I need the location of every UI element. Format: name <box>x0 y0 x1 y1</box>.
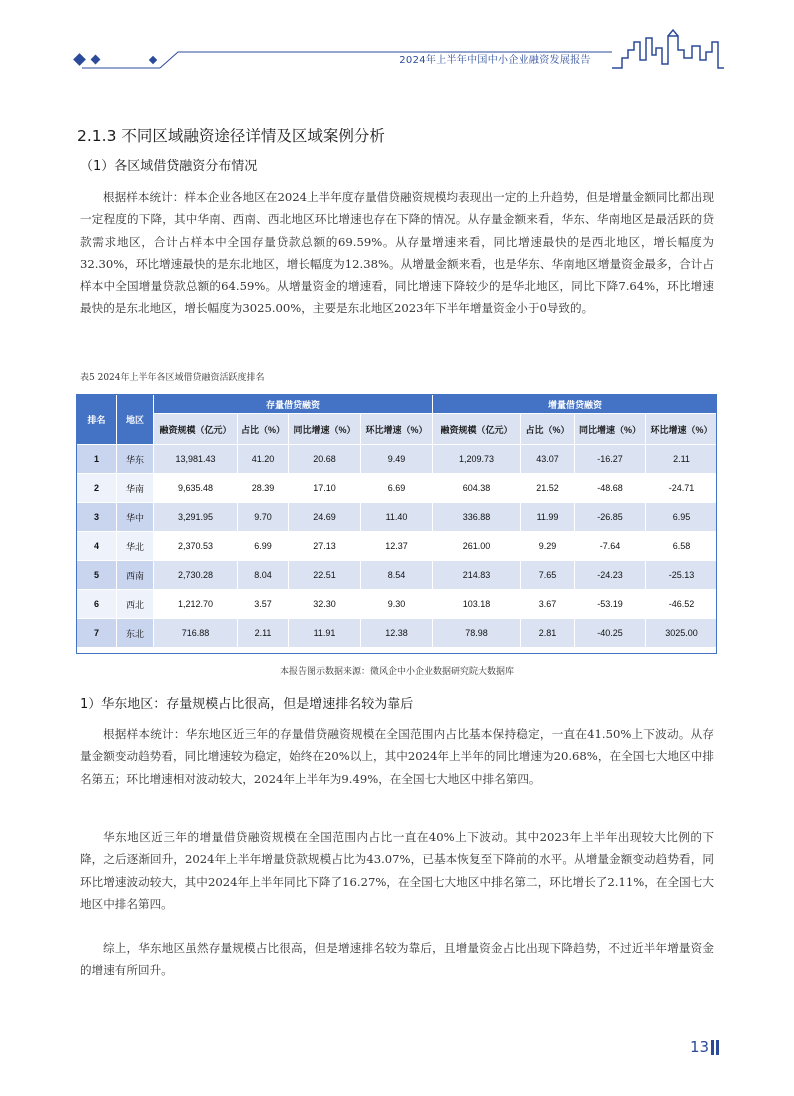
cell-region: 华中 <box>117 503 154 532</box>
table-row <box>77 503 718 532</box>
header-incremental-financing: 增量借贷融资 <box>433 395 718 414</box>
cell-incr-mom: -46.52 <box>646 590 718 619</box>
report-title: 2024年上半年中国中小企业融资发展报告 <box>399 55 591 66</box>
cell-incr-yoy: -7.64 <box>575 532 646 561</box>
paragraph-conclusion: 综上，华东地区虽然存量规模占比很高，但是增速排名较为靠后，且增量资金占比出现下降趋势，不过近半年增量资金的增速有所回升。 <box>80 941 714 978</box>
cell-incr-yoy: -24.23 <box>575 561 646 590</box>
section-title: 2.1.3 不同区域融资途径详情及区域案例分析 <box>77 127 385 145</box>
cell-rank: 5 <box>77 561 117 590</box>
cell-stock-mom: 6.69 <box>361 474 433 503</box>
header-decoration <box>0 0 794 80</box>
table-row <box>77 445 718 474</box>
cell-region: 华东 <box>117 445 154 474</box>
cell-incr-mom: -25.13 <box>646 561 718 590</box>
page-header <box>0 0 794 80</box>
cell-stock-scale: 3,291.95 <box>154 503 238 532</box>
cell-rank: 6 <box>77 590 117 619</box>
cell-stock-scale: 13,981.43 <box>154 445 238 474</box>
cell-incr-share: 43.07 <box>521 445 575 474</box>
header-stock-financing: 存量借贷融资 <box>154 395 433 414</box>
cell-stock-yoy: 17.10 <box>289 474 361 503</box>
cell-stock-mom: 8.54 <box>361 561 433 590</box>
cell-rank: 2 <box>77 474 117 503</box>
cell-stock-yoy: 20.68 <box>289 445 361 474</box>
cell-incr-yoy: -26.85 <box>575 503 646 532</box>
cell-stock-mom: 9.30 <box>361 590 433 619</box>
cell-incr-scale: 1,209.73 <box>433 445 521 474</box>
cell-incr-mom: 3025.00 <box>646 619 718 648</box>
cell-incr-share: 7.65 <box>521 561 575 590</box>
header-incr-scale: 融资规模（亿元） <box>433 414 521 445</box>
cell-stock-mom: 12.37 <box>361 532 433 561</box>
cell-stock-share: 3.57 <box>238 590 289 619</box>
table-row <box>77 474 718 503</box>
cell-region: 东北 <box>117 619 154 648</box>
cell-stock-scale: 1,212.70 <box>154 590 238 619</box>
regional-financing-table <box>76 394 718 648</box>
cell-incr-yoy: -16.27 <box>575 445 646 474</box>
cell-incr-scale: 261.00 <box>433 532 521 561</box>
table-caption: 表5 2024年上半年各区域借贷融资活跃度排名 <box>80 373 265 383</box>
subsection-title: （1）各区域借贷融资分布情况 <box>80 159 258 174</box>
header-stock-yoy: 同比增速（%） <box>289 414 361 445</box>
header-incr-mom: 环比增速（%） <box>646 414 718 445</box>
table-row <box>77 561 718 590</box>
paragraph-huadong-stock: 根据样本统计：华东地区近三年的存量借贷融资规模在全国范围内占比基本保持稳定，一直在41.50%上下波动。从存量金额变动趋势看，同比增速较为稳定，始终在20%以上，其中2024年上半年的同比增速为20.68%，在全国七大地区中排名第五；环比增速相对波动较大，2024年上半年为9.49%，在全国七大地区中排名第四。 <box>80 727 715 786</box>
cell-stock-share: 2.11 <box>238 619 289 648</box>
cell-incr-mom: 6.58 <box>646 532 718 561</box>
page-bars-icon <box>711 1040 721 1056</box>
cell-incr-share: 3.67 <box>521 590 575 619</box>
cell-region: 西北 <box>117 590 154 619</box>
cell-stock-share: 9.70 <box>238 503 289 532</box>
paragraph-huadong-incremental: 华东地区近三年的增量借贷融资规模在全国范围内占比一直在40%上下波动。其中2023年上半年出现较大比例的下降，之后逐渐回升，2024年上半年增量贷款规模占比为43.07%，已基本恢复至下降前的水平。从增量金额变动趋势看，同环比增速波动较大，其中2024年上半年同比下降了16.27%，在全国七大地区中排名第二，环比增长了2.11%，在全国七大地区中排名第四。 <box>80 830 714 911</box>
cell-incr-share: 21.52 <box>521 474 575 503</box>
diamond-icon <box>91 55 101 65</box>
cell-incr-share: 11.99 <box>521 503 575 532</box>
diamond-icon <box>149 56 157 64</box>
cell-incr-mom: 2.11 <box>646 445 718 474</box>
cell-region: 华南 <box>117 474 154 503</box>
cell-stock-scale: 716.88 <box>154 619 238 648</box>
cell-stock-yoy: 11.91 <box>289 619 361 648</box>
cell-stock-scale: 9,635.48 <box>154 474 238 503</box>
cell-stock-share: 8.04 <box>238 561 289 590</box>
cell-stock-mom: 9.49 <box>361 445 433 474</box>
cell-stock-mom: 11.40 <box>361 503 433 532</box>
cell-region: 华北 <box>117 532 154 561</box>
cell-incr-scale: 214.83 <box>433 561 521 590</box>
source-note: 本报告图示数据来源：微风企中小企业数据研究院大数据库 <box>279 667 514 677</box>
cell-stock-mom: 12.38 <box>361 619 433 648</box>
table-row <box>77 590 718 619</box>
cell-incr-scale: 336.88 <box>433 503 521 532</box>
cell-rank: 3 <box>77 503 117 532</box>
table-row <box>77 619 718 648</box>
cell-incr-scale: 78.98 <box>433 619 521 648</box>
cell-stock-yoy: 27.13 <box>289 532 361 561</box>
cell-rank: 7 <box>77 619 117 648</box>
cell-stock-share: 28.39 <box>238 474 289 503</box>
cell-rank: 4 <box>77 532 117 561</box>
cell-incr-yoy: -53.19 <box>575 590 646 619</box>
header-incr-yoy: 同比增速（%） <box>575 414 646 445</box>
header-region: 地区 <box>117 395 154 445</box>
header-stock-scale: 融资规模（亿元） <box>154 414 238 445</box>
cell-stock-scale: 2,370.53 <box>154 532 238 561</box>
cell-stock-yoy: 24.69 <box>289 503 361 532</box>
cell-rank: 1 <box>77 445 117 474</box>
cell-stock-share: 41.20 <box>238 445 289 474</box>
cell-stock-yoy: 22.51 <box>289 561 361 590</box>
header-incr-share: 占比（%） <box>521 414 575 445</box>
cell-incr-scale: 604.38 <box>433 474 521 503</box>
page-number: 13 <box>690 1038 710 1056</box>
header-rank: 排名 <box>77 395 117 445</box>
cell-incr-share: 9.29 <box>521 532 575 561</box>
cell-stock-yoy: 32.30 <box>289 590 361 619</box>
cell-incr-share: 2.81 <box>521 619 575 648</box>
cell-incr-yoy: -40.25 <box>575 619 646 648</box>
cell-incr-mom: -24.71 <box>646 474 718 503</box>
city-skyline-icon <box>612 30 724 68</box>
cell-incr-yoy: -48.68 <box>575 474 646 503</box>
cell-stock-scale: 2,730.28 <box>154 561 238 590</box>
cell-region: 西南 <box>117 561 154 590</box>
cell-incr-mom: 6.95 <box>646 503 718 532</box>
paragraph-regional-overview: 根据样本统计：样本企业各地区在2024上半年度存量借贷融资规模均表现出一定的上升趋势，但是增量金额同比都出现一定程度的下降，其中华南、西南、西北地区环比增速也存在下降的情况。从存量金额来看，华东、华南地区是最活跃的贷款需求地区，合计占样本中全国存量贷款总额的69.59%。从存量增速来看，同比增速最快的是西北地区，增长幅度为32.30%，环比增速最快的是东北地区，增长幅度为12.38%。从增量金额来看，也是华东、华南地区增量资金最多，合计占样本中全国增量贷款总额的64.59%。从增量资金的增速看，同比增速下降较少的是华北地区，同比下降7.64%，环比增速最快的是东北地区，增长幅度为3025.00%，主要是东北地区2023年下半年增量资金小于0导致的。 <box>80 190 714 316</box>
cell-incr-scale: 103.18 <box>433 590 521 619</box>
table-row <box>77 532 718 561</box>
cell-stock-share: 6.99 <box>238 532 289 561</box>
subsection-title-huadong: 1）华东地区：存量规模占比很高，但是增速排名较为靠后 <box>80 697 414 712</box>
header-stock-mom: 环比增速（%） <box>361 414 433 445</box>
diamond-icon <box>73 53 86 66</box>
header-stock-share: 占比（%） <box>238 414 289 445</box>
